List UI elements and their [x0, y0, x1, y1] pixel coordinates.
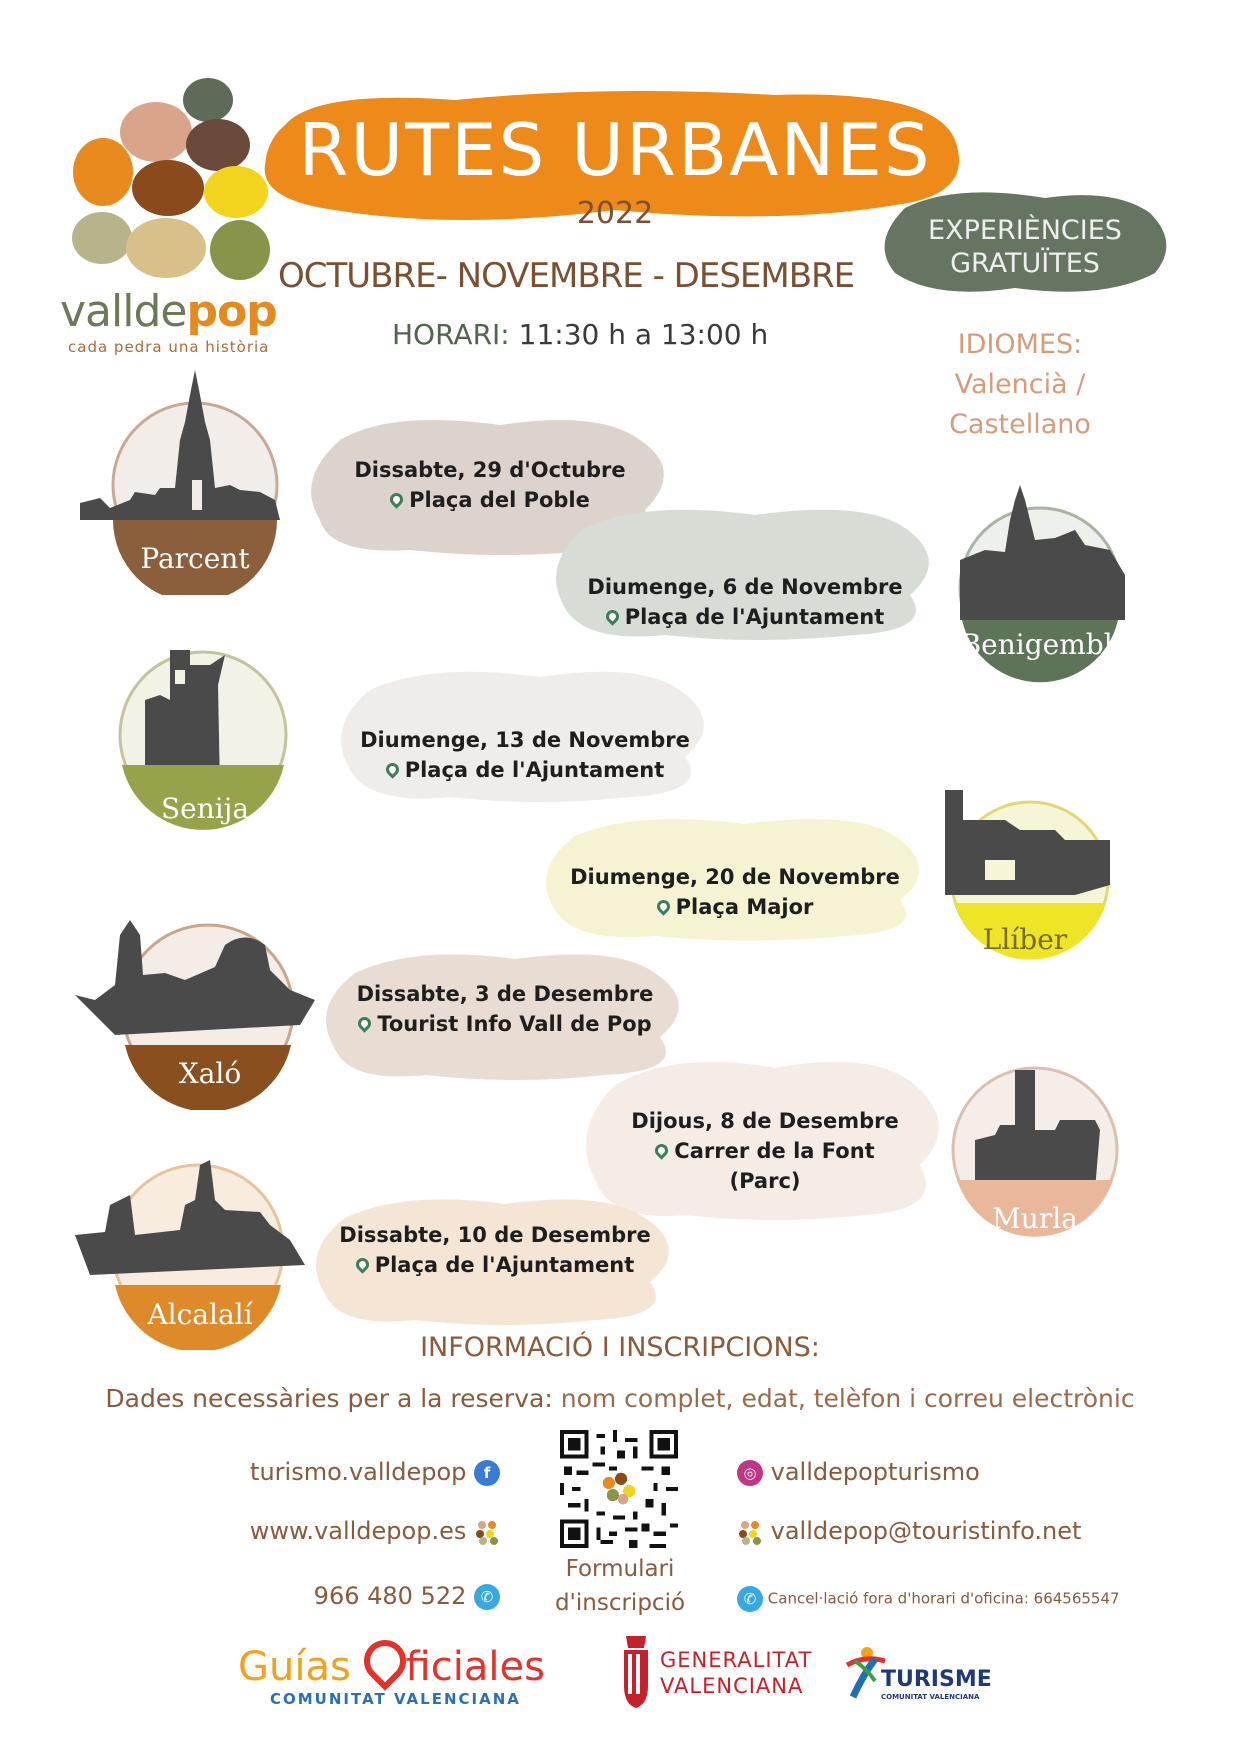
guias-sub: COMUNITAT VALENCIANA: [270, 1690, 521, 1708]
route-date: Dijous, 8 de Desembre: [631, 1109, 899, 1133]
required-label: Dades necessàries per a la reserva:: [105, 1384, 553, 1413]
route-place-text: Plaça del Poble: [409, 488, 590, 512]
phone-contact[interactable]: [200, 1582, 500, 1610]
gv-line1: GENERALITAT: [660, 1648, 813, 1672]
guias-word1: Guías: [238, 1644, 351, 1690]
town-label: Llíber: [982, 923, 1068, 956]
route-place-text: Plaça Major: [675, 895, 814, 919]
coat-of-arms-icon: [620, 1636, 652, 1708]
instagram-handle[interactable]: valldepopturismo: [770, 1458, 980, 1486]
facebook-icon: f: [474, 1460, 500, 1486]
facebook-handle[interactable]: turismo.valldepop: [250, 1458, 467, 1486]
phone-number[interactable]: 966 480 522: [313, 1582, 467, 1610]
languages: [880, 325, 1160, 445]
qr-label: [520, 1552, 720, 1620]
town-label: Xaló: [178, 1057, 242, 1090]
turisme-logo: [845, 1645, 1005, 1705]
website-contact[interactable]: [200, 1517, 500, 1545]
instagram-contact[interactable]: [737, 1458, 980, 1486]
languages-value: Valencià / Castellano: [949, 369, 1091, 440]
schedule-label: HORARI:: [392, 318, 510, 351]
facebook-contact[interactable]: [200, 1458, 500, 1486]
location-pin-icon: [387, 490, 405, 508]
route-card-alcalali: [75, 1140, 715, 1350]
page-title: RUTES URBANES: [298, 108, 932, 192]
route-place: [315, 1009, 695, 1039]
email-address[interactable]: valldepop@touristinfo.net: [770, 1517, 1082, 1545]
badge-line2: GRATUÏTES: [950, 248, 1100, 279]
months: OCTUBRE- NOVEMBRE - DESEMBRE: [278, 256, 855, 296]
route-place: [330, 755, 720, 785]
route-details: [305, 1220, 685, 1280]
route-place-text: Carrer de la Font: [674, 1139, 875, 1163]
cancel-contact: [737, 1586, 1120, 1612]
pebbles-logo-icon: [68, 70, 278, 295]
route-place-text: Tourist Info Vall de Pop: [377, 1012, 652, 1036]
route-place-text: Plaça de l'Ajuntament: [404, 758, 665, 782]
year: 2022: [576, 196, 654, 231]
qr-code[interactable]: [560, 1430, 678, 1548]
route-date: Diumenge, 13 de Novembre: [360, 728, 690, 752]
route-date: Dissabte, 3 de Desembre: [356, 982, 654, 1006]
pebbles-icon: [474, 1519, 500, 1545]
languages-label: IDIOMES:: [957, 329, 1083, 360]
schedule: [392, 318, 768, 351]
route-date: Diumenge, 20 de Novembre: [570, 865, 900, 889]
town-label: Alcalalí: [147, 1298, 253, 1331]
route-place-text: Plaça de l'Ajuntament: [374, 1253, 635, 1277]
badge-line1: EXPERIÈNCIES: [928, 215, 1122, 246]
route-date: Dissabte, 29 d'Octubre: [354, 458, 626, 482]
location-pin-icon: [603, 607, 621, 625]
route-date: Diumenge, 6 de Novembre: [587, 575, 903, 599]
route-details: [545, 572, 945, 632]
route-place: [545, 602, 945, 632]
brand-name: valldepop: [60, 286, 277, 337]
location-pin-icon: [353, 1255, 371, 1273]
generalitat-logo: [620, 1636, 820, 1716]
location-pin-icon: [383, 760, 401, 778]
guias-word2: ficiales: [405, 1644, 545, 1690]
route-details: [330, 725, 720, 785]
benigembla-skyline-icon: [925, 480, 1145, 695]
info-heading: INFORMACIÓ I INSCRIPCIONS:: [420, 1332, 820, 1363]
brand-tagline: cada pedra una història: [68, 338, 270, 356]
required-value: nom complet, edat, telèfon i correu electrònic: [560, 1384, 1135, 1413]
website-link[interactable]: www.valldepop.es: [249, 1517, 467, 1545]
route-place-extra: (Parc): [729, 1169, 801, 1193]
gv-line2: VALENCIANA: [660, 1674, 804, 1698]
turisme-word: TURISME: [881, 1667, 992, 1692]
location-pin-icon: [356, 1014, 374, 1032]
phone-icon: ✆: [737, 1586, 763, 1612]
free-badge-text: [875, 214, 1175, 280]
pebbles-icon: [737, 1519, 763, 1545]
required-info: [0, 1384, 1240, 1413]
route-details: [315, 979, 695, 1039]
route-date: Dissabte, 10 de Desembre: [339, 1223, 651, 1247]
turisme-sub: COMUNITAT VALENCIANA: [881, 1693, 980, 1701]
town-label: Parcent: [140, 542, 250, 575]
phone-icon: ✆: [474, 1584, 500, 1610]
qr-label-line1: Formulari: [565, 1556, 675, 1582]
town-label: Murla: [992, 1202, 1078, 1235]
route-place-text: Plaça de l'Ajuntament: [624, 605, 885, 629]
email-contact[interactable]: [737, 1517, 1081, 1545]
guias-oficiales-logo: [238, 1640, 568, 1710]
schedule-value: 11:30 h a 13:00 h: [518, 318, 769, 351]
town-label: Benigembla: [960, 628, 1130, 661]
cancel-text: Cancel·lació fora d'horari d'oficina: 664565547: [767, 1589, 1120, 1608]
qr-label-line2: d'inscripció: [554, 1590, 686, 1616]
route-place: [305, 1250, 685, 1280]
town-label: Senija: [160, 792, 250, 825]
instagram-icon: ◎: [737, 1460, 763, 1486]
